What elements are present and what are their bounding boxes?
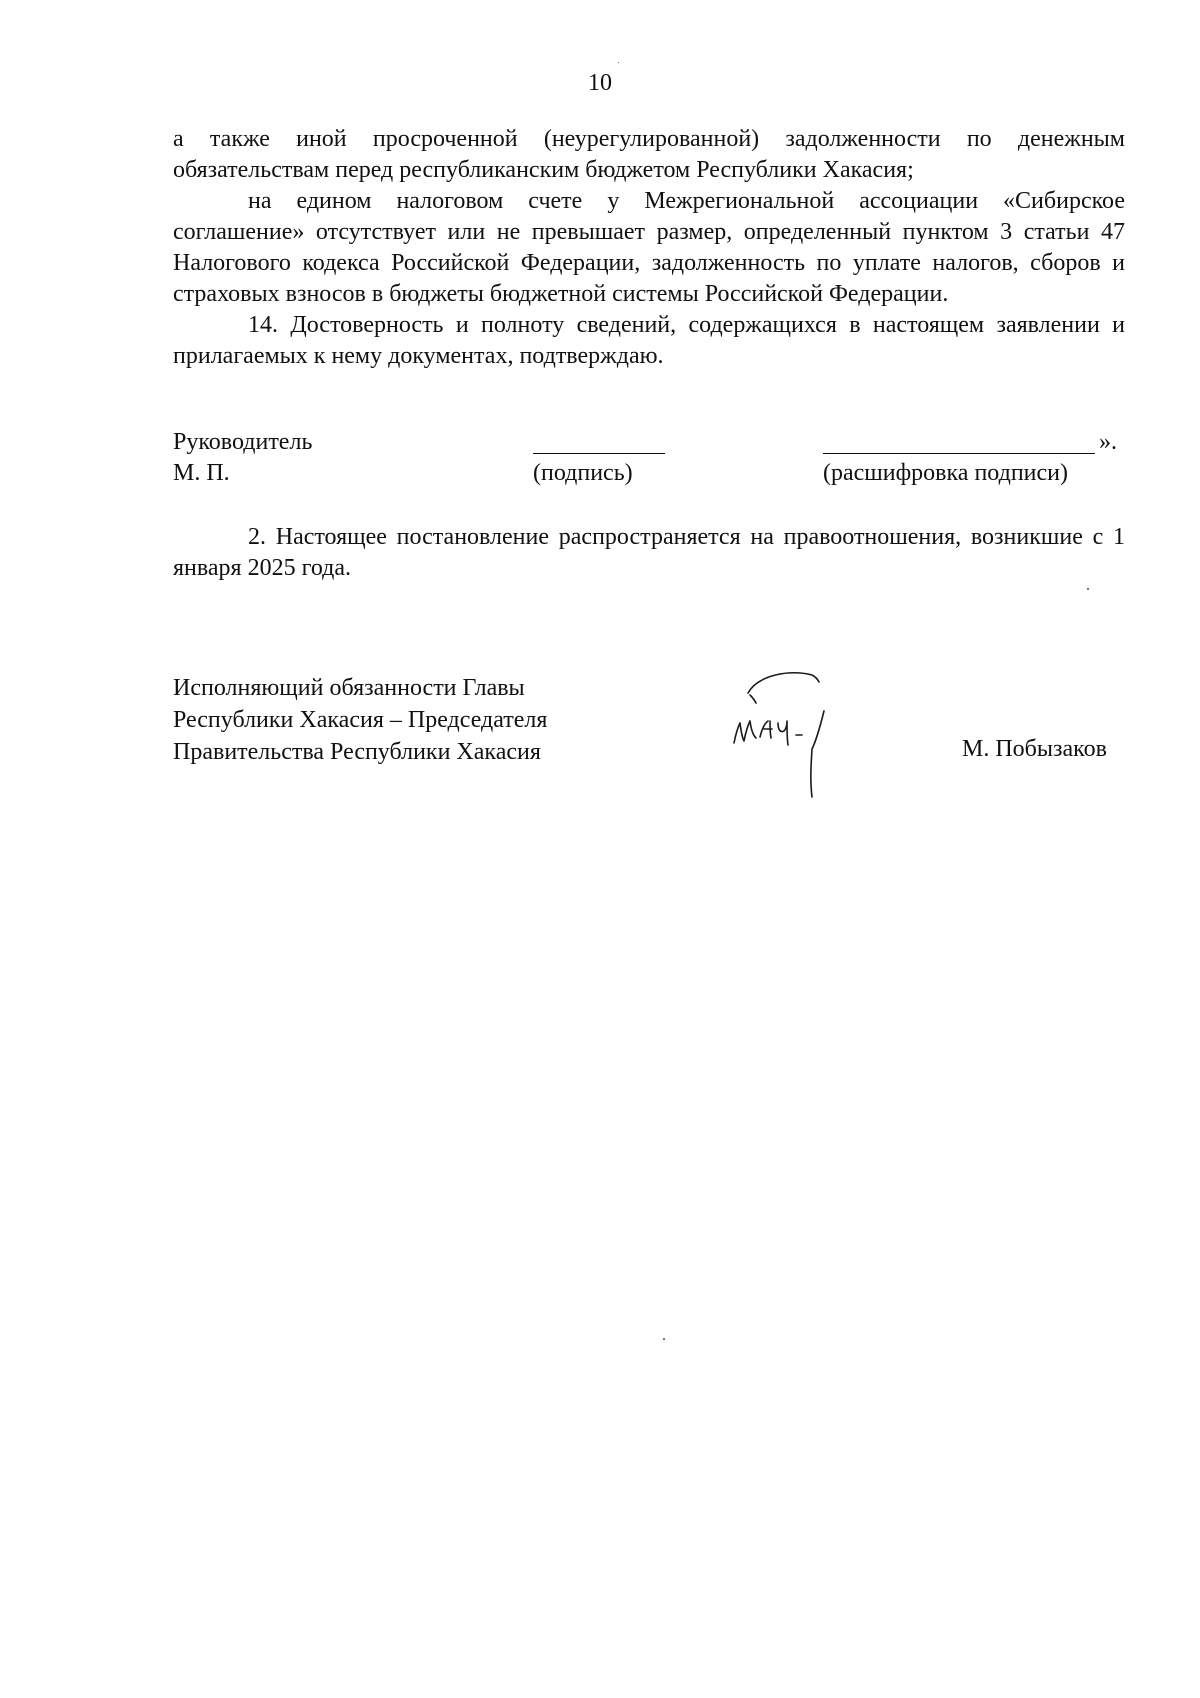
- paragraph-debt-continuation: а также иной просроченной (неурегулированной) задолженности по денежным обязательствам перед республиканским бюджетом Республики Хакасия;: [173, 126, 1125, 183]
- signer-name: М. Побызаков: [962, 736, 1107, 762]
- decoding-caption: (расшифровка подписи): [823, 460, 1068, 486]
- scan-speck: [663, 1338, 665, 1340]
- official-title-line: Правительства Республики Хакасия: [173, 739, 541, 765]
- scan-speck: [1087, 588, 1089, 590]
- official-title: [173, 672, 547, 768]
- clause-2: [173, 522, 1125, 584]
- scan-speck: [618, 62, 619, 63]
- page-number: 10: [588, 70, 612, 96]
- role-label: Руководитель: [173, 429, 313, 455]
- paragraph-item-14: 14. Достоверность и полноту сведений, содержащихся в настоящем заявлении и прилагаемых к нему документах, подтверждаю.: [173, 312, 1125, 369]
- handwritten-signature: [720, 665, 850, 805]
- decoding-line: [823, 453, 1095, 454]
- signature-caption: (подпись): [533, 460, 633, 486]
- signature-form-block: [173, 429, 1125, 499]
- clause-2-text: 2. Настоящее постановление распространяется на правоотношения, возникшие с 1 января 2025 года.: [173, 524, 1125, 581]
- signature-line: [533, 453, 665, 454]
- closing-quote: ».: [1099, 429, 1117, 455]
- official-title-line: Исполняющий обязанности Главы: [173, 675, 525, 701]
- body-text: [173, 124, 1125, 372]
- paragraph-tax-account: на едином налоговом счете у Межрегиональной ассоциации «Сибирское соглашение» отсутствует или не превышает размер, определенный пунктом 3 статьи 47 Налогового кодекса Российской Федерации, задолженность по уплате налогов, сборов и страховых взносов в бюджеты бюджетной системы Российской Федерации.: [173, 188, 1125, 307]
- stamp-label: М. П.: [173, 460, 230, 486]
- official-title-line: Республики Хакасия – Председателя: [173, 707, 548, 733]
